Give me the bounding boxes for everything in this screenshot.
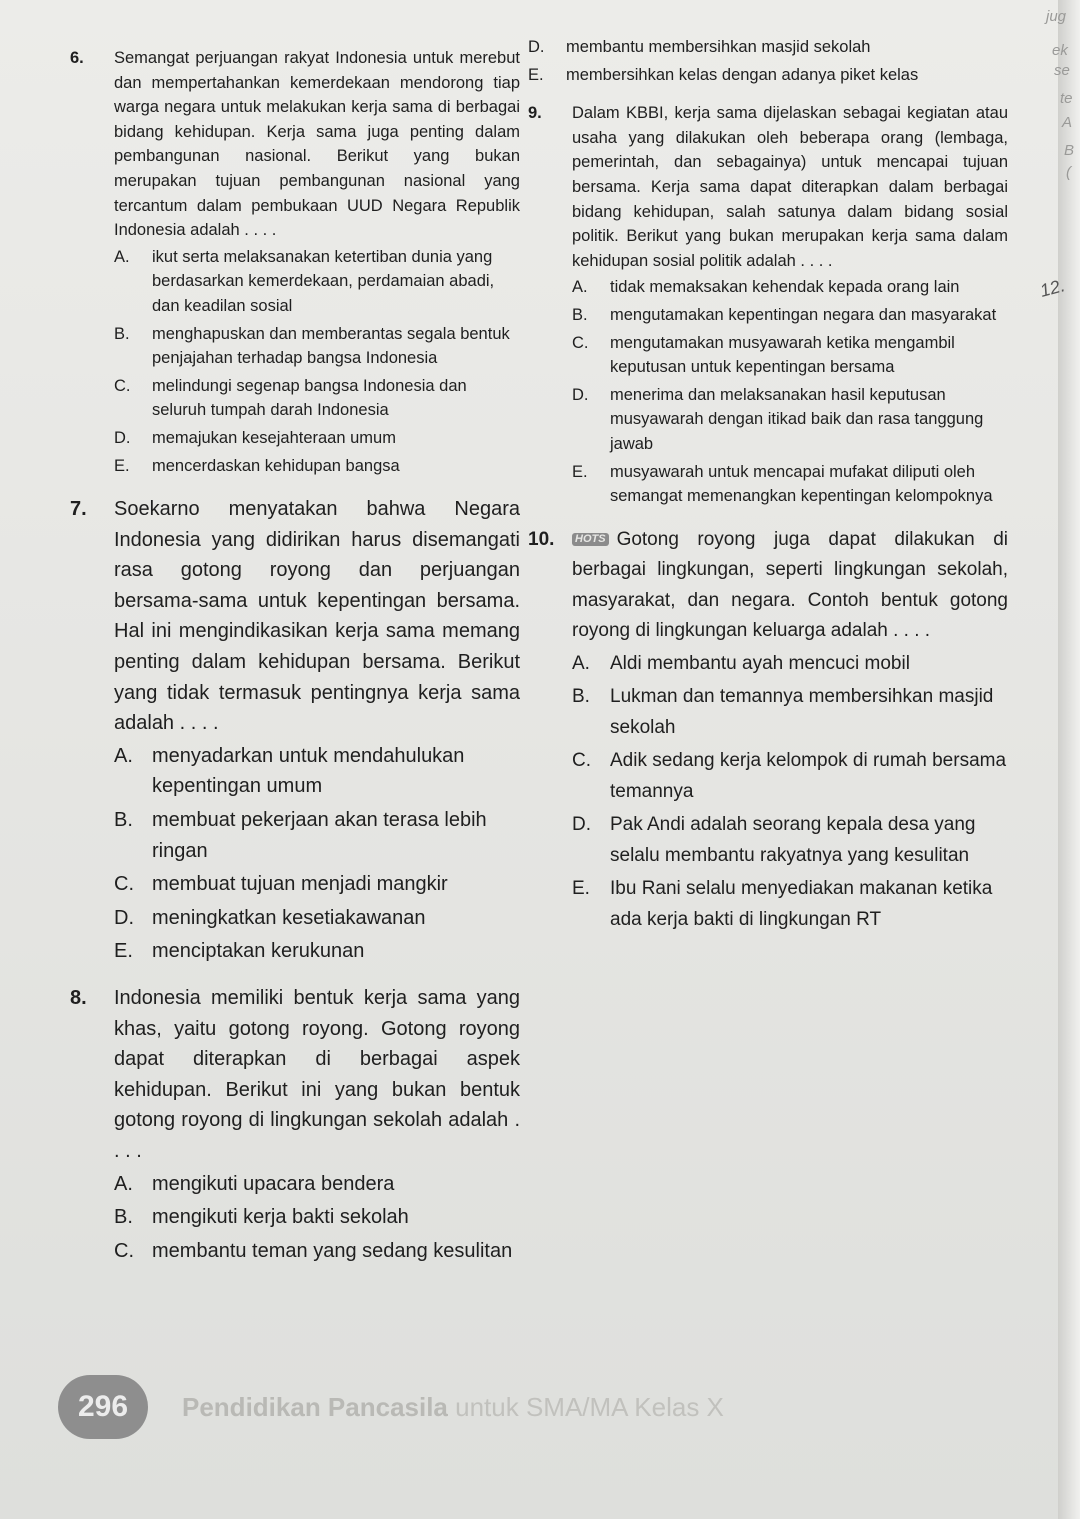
question-number: 8. (70, 987, 87, 1009)
question-number: 7. (70, 498, 87, 521)
answer-option[interactable] (572, 331, 1008, 380)
book-title-subject: Pendidikan Pancasila (182, 1391, 448, 1422)
answer-option[interactable] (114, 869, 520, 900)
margin-fragment: jug (1046, 8, 1067, 25)
answer-option[interactable] (572, 460, 1008, 509)
option-letter: E. (528, 65, 544, 84)
answer-option[interactable] (114, 903, 520, 934)
option-text: ikut serta melaksanakan ketertiban dunia yang berdasarkan kemerdekaan, perdamaian abadi, dan keadilan sosial (152, 247, 495, 315)
question-9 (528, 101, 1008, 509)
option-letter: B. (572, 686, 590, 708)
margin-fragment: se (1054, 62, 1070, 79)
margin-fragment: te (1060, 90, 1073, 107)
next-page-question-number: 12. (1037, 275, 1068, 301)
option-letter: B. (114, 809, 133, 832)
option-text: membantu membersihkan masjid sekolah (566, 38, 871, 56)
option-text: Adik sedang kerja kelompok di rumah bersama temannya (610, 750, 1007, 802)
option-text: musyawarah untuk mencapai mufakat diliputi oleh semangat memenangkan kepentingan kelompoknya (610, 462, 993, 506)
answer-option[interactable] (572, 874, 1008, 935)
answer-option[interactable] (114, 245, 520, 319)
answer-option[interactable] (572, 383, 1008, 457)
option-letter: D. (114, 906, 134, 929)
option-letter: A. (572, 652, 590, 674)
hots-badge: HOTS (572, 533, 609, 546)
option-letter: E. (572, 878, 590, 900)
right-column (528, 34, 1008, 951)
answer-option[interactable] (572, 275, 1008, 300)
option-text: meningkatkan kesetiakawanan (152, 906, 426, 929)
option-text: melindungi segenap bangsa Indonesia dan seluruh tumpah darah Indonesia (152, 376, 467, 420)
margin-fragment: ek (1052, 42, 1068, 59)
question-stem: Soekarno menyatakan bahwa Negara Indonesia yang didirikan harus disemangati rasa gotong royong dan perjuangan bersama-sama untuk kepentingan bersama. Hal ini mengindikasikan kerja sama memang penting dalam kehidupan bersama. Berikut yang tidak termasuk pentingnya kerja sama adalah . . . . (114, 498, 520, 735)
answer-option[interactable] (572, 746, 1008, 807)
left-column (70, 46, 520, 1282)
book-title-level: untuk SMA/MA Kelas X (447, 1391, 724, 1422)
option-text: menerima dan melaksanakan hasil keputusan musyawarah dengan itikad baik dan rasa tanggung jawab (610, 385, 984, 453)
answer-options (114, 245, 520, 478)
next-page-margin-fragments (1038, 0, 1080, 440)
option-letter: B. (114, 324, 130, 343)
option-text: Lukman dan temannya membersihkan masjid sekolah (610, 686, 994, 738)
answer-option[interactable] (114, 374, 520, 423)
option-letter: E. (114, 940, 133, 963)
option-letter: A. (114, 247, 130, 266)
answer-options (114, 741, 520, 967)
question-8-continued (528, 35, 1008, 87)
option-text: menghapuskan dan memberantas segala bentuk penjajahan terhadap bangsa Indonesia (152, 324, 510, 368)
answer-option[interactable] (114, 1202, 520, 1233)
answer-option[interactable] (114, 741, 520, 802)
answer-option[interactable] (114, 426, 520, 451)
question-10 (528, 525, 1008, 936)
answer-option[interactable] (572, 649, 1008, 680)
option-text: menyadarkan untuk mendahulukan kepentingan umum (152, 744, 465, 798)
option-letter: D. (572, 385, 589, 404)
option-letter: B. (572, 305, 588, 324)
answer-option[interactable] (572, 682, 1008, 743)
answer-option[interactable] (114, 454, 520, 479)
option-letter: D. (528, 38, 545, 56)
answer-option[interactable] (114, 936, 520, 967)
option-text: membersihkan kelas dengan adanya piket kelas (566, 65, 919, 84)
margin-fragment: A (1062, 114, 1073, 131)
page-number-badge: 296 (58, 1375, 148, 1439)
option-text: Aldi membantu ayah mencuci mobil (610, 652, 910, 674)
question-8 (70, 983, 520, 1266)
option-text: Pak Andi adalah seorang kepala desa yang selalu membantu rakyatnya yang kesulitan (610, 814, 976, 866)
answer-option[interactable] (572, 810, 1008, 871)
question-stem: Gotong royong juga dapat dilakukan di berbagai lingkungan, seperti lingkungan sekolah, masyarakat, dan negara. Contoh bentuk gotong royong di lingkungan keluarga adalah . . . . (572, 528, 1008, 642)
question-number: 10. (528, 528, 555, 550)
option-letter: D. (572, 814, 591, 836)
option-text: mencerdaskan kehidupan bangsa (152, 456, 400, 475)
option-text: mengutamakan kepentingan negara dan masyarakat (610, 305, 997, 324)
question-stem: Indonesia memiliki bentuk kerja sama yang khas, yaitu gotong royong. Gotong royong dapat diterapkan di berbagai aspek kehidupan. Berikut ini yang bukan bentuk gotong royong di lingkungan sekolah adalah . . . . (114, 987, 520, 1162)
option-letter: A. (572, 278, 588, 297)
option-text: memajukan kesejahteraan umum (152, 428, 396, 447)
answer-option[interactable] (114, 1236, 520, 1267)
margin-fragment: ( (1066, 164, 1071, 181)
option-letter: E. (114, 456, 130, 475)
question-stem: Semangat perjuangan rakyat Indonesia untuk merebut dan mempertahankan kemerdekaan mendorong tiap warga negara untuk melakukan kerja sama di berbagai bidang kehidupan. Kerja sama juga penting dalam pembangunan nasional. Berikut yang bukan merupakan tujuan pembangunan nasional yang tercantum dalam pembukaan UUD Negara Republik Indonesia adalah . . . . (114, 49, 520, 240)
option-letter: C. (114, 376, 131, 395)
answer-options (572, 275, 1008, 508)
page-footer (58, 1372, 724, 1442)
question-stem: Dalam KBBI, kerja sama dijelaskan sebagai kegiatan atau usaha yang dilakukan oleh beberapa orang (lembaga, pemerintah, dan sebagainya) untuk mencapai tujuan bersama. Kerja sama dapat diterapkan dalam berbagai bidang kehidupan, salah satunya dalam bidang sosial politik. Berikut yang bukan merupakan kerja sama dalam kehidupan sosial politik adalah . . . . (572, 104, 1008, 270)
answer-options (572, 649, 1008, 936)
option-text: membuat pekerjaan akan terasa lebih ringan (152, 809, 487, 862)
option-letter: E. (572, 462, 588, 481)
option-letter: A. (114, 744, 133, 767)
answer-option[interactable] (528, 35, 1008, 60)
answer-options (114, 1169, 520, 1267)
option-letter: C. (114, 873, 134, 896)
option-text: mengikuti upacara bendera (152, 1172, 395, 1195)
option-text: mengikuti kerja bakti sekolah (152, 1206, 409, 1229)
option-text: Ibu Rani selalu menyediakan makanan ketika ada kerja bakti di lingkungan RT (610, 878, 993, 930)
option-letter: A. (114, 1172, 133, 1195)
answer-option[interactable] (114, 1169, 520, 1200)
option-letter: C. (572, 333, 589, 352)
answer-option[interactable] (528, 63, 1008, 88)
question-number: 9. (528, 104, 542, 123)
option-text: membantu teman yang sedang kesulitan (152, 1239, 513, 1262)
option-letter: C. (572, 750, 591, 772)
option-text: menciptakan kerukunan (152, 940, 365, 963)
book-title (182, 1392, 724, 1423)
option-text: mengutamakan musyawarah ketika mengambil keputusan untuk kepentingan bersama (610, 333, 955, 377)
option-text: tidak memaksakan kehendak kepada orang lain (610, 278, 960, 297)
margin-fragment: B (1064, 142, 1075, 159)
option-text: membuat tujuan menjadi mangkir (152, 873, 448, 896)
question-6 (70, 46, 520, 478)
option-letter: B. (114, 1206, 133, 1229)
question-number: 6. (70, 49, 84, 67)
option-letter: C. (114, 1239, 134, 1262)
answer-option[interactable] (114, 805, 520, 866)
question-7 (70, 494, 520, 967)
answer-option[interactable] (572, 303, 1008, 328)
option-letter: D. (114, 428, 131, 447)
answer-option[interactable] (114, 322, 520, 371)
